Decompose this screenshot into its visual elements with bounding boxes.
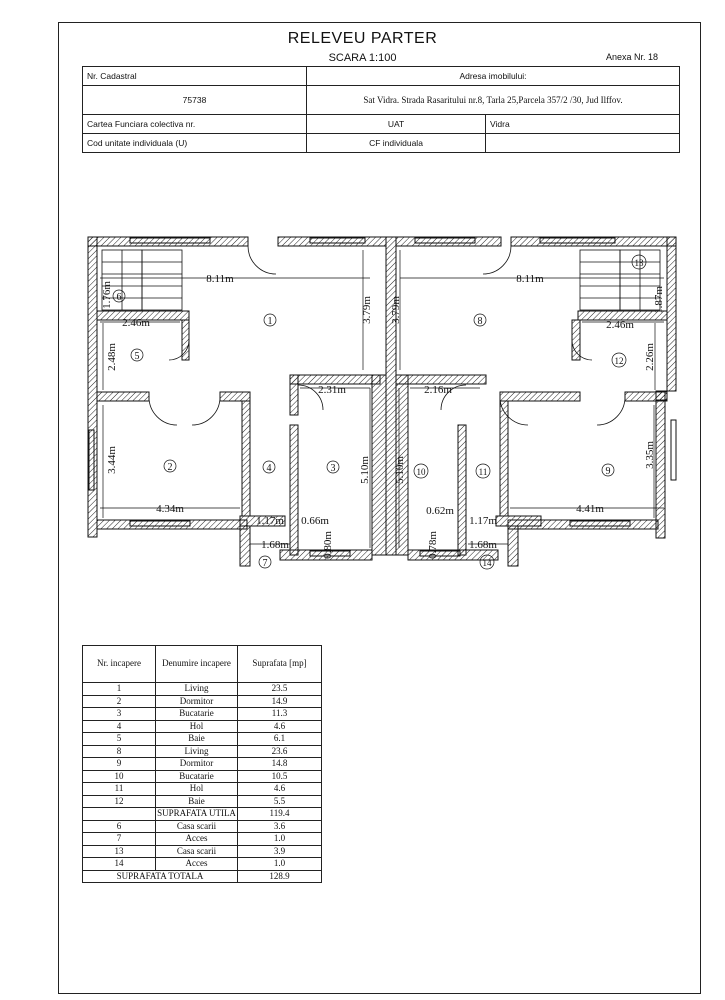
dim-stair-left: 1.76m	[101, 281, 113, 309]
room-number: 11	[478, 467, 488, 477]
useful-area-row: SUPRAFATA UTILA 119.4	[83, 808, 322, 821]
total-area-row: SUPRAFATA TOTALA 128.9	[83, 870, 322, 883]
dim-bed-right-h: 3.35m	[644, 441, 656, 469]
dim-w-right: 8.11m	[516, 273, 544, 285]
page-title: RELEVEU PARTER	[287, 30, 438, 47]
table-row: 4 Hol 4.6	[83, 720, 322, 733]
room-number: 10	[416, 467, 426, 477]
col-header-area: Suprafata [mp]	[238, 646, 322, 683]
cadastral-label: Nr. Cadastral	[83, 67, 307, 86]
room-number: 5	[134, 351, 140, 362]
cf-individual-label: CF individuala	[307, 134, 486, 153]
info-table	[82, 66, 680, 153]
room-number: 14	[482, 558, 492, 568]
room-number: 2	[167, 462, 173, 473]
dim-w-left: 8.11m	[206, 273, 234, 285]
dim-liv-right-h: 3.79m	[390, 296, 402, 324]
dim-liv-left-h: 3.79m	[361, 296, 373, 324]
cf-label: Cartea Funciara colectiva nr.	[83, 115, 307, 134]
room-number: 13	[634, 258, 644, 268]
room-number: 6	[116, 292, 122, 303]
dim-hall-left-h: 5.10m	[359, 456, 371, 484]
dim-bath-right-w: 2.46m	[606, 319, 634, 331]
table-row: 11 Hol 4.6	[83, 783, 322, 796]
dim-bed-left-h: 3.44m	[106, 446, 118, 474]
table-row: 14 Acces 1.0	[83, 858, 322, 871]
dim-ent-right-a: 0.62m	[426, 505, 454, 517]
table-row: 13 Casa scarii 3.9	[83, 845, 322, 858]
dim-bed-right-w: 4.41m	[576, 503, 604, 515]
uat-value: Vidra	[486, 115, 680, 134]
dim-ent-right-b: 1.17m	[469, 515, 497, 527]
room-number: 3	[330, 463, 336, 474]
table-row: 9 Dormitor 14.8	[83, 758, 322, 771]
room-number: 4	[266, 463, 272, 474]
dim-ent-left-c: 1.68m	[261, 539, 289, 551]
dim-bath-left-w: 2.46m	[122, 317, 150, 329]
table-row: 6 Casa scarii 3.6	[83, 820, 322, 833]
table-row: 1 Living 23.5	[83, 683, 322, 696]
floor-plan	[70, 220, 690, 580]
dim-bath-left-h: 2.48m	[106, 343, 118, 371]
staircases	[102, 250, 660, 310]
room-number: 8	[477, 316, 483, 327]
table-row: 8 Living 23.6	[83, 745, 322, 758]
unit-label: Cod unitate individuala (U)	[83, 134, 307, 153]
col-header-nr: Nr. incapere	[83, 646, 156, 683]
dim-ent-left-b: 0.66m	[301, 515, 329, 527]
table-row: 5 Baie 6.1	[83, 733, 322, 746]
room-number: 12	[614, 356, 624, 366]
dim-hall-right-w: 2.16m	[424, 384, 452, 396]
room-number: 1	[267, 316, 273, 327]
table-row: 7 Acces 1.0	[83, 833, 322, 846]
dim-bath-right-h: 2.26m	[644, 343, 656, 371]
table-row: 3 Bucatarie 11.3	[83, 708, 322, 721]
dim-ent-left-d: 0.80m	[322, 531, 334, 559]
room-number: 9	[605, 466, 611, 477]
room-number: 7	[262, 558, 268, 569]
cadastral-value: 75738	[83, 86, 307, 115]
uat-label: UAT	[307, 115, 486, 134]
scale-label: SCARA 1:100	[328, 52, 397, 64]
dim-ent-right-c: 1.68m	[469, 539, 497, 551]
rooms-table	[82, 645, 322, 883]
dim-hall-right-h: 5.10m	[394, 456, 406, 484]
dim-hall-left-w: 2.31m	[318, 384, 346, 396]
address-value: Sat Vidra. Strada Rasaritului nr.8, Tarla 25,Parcela 357/2 /30, Jud Ilffov.	[307, 86, 680, 115]
col-header-name: Denumire incapere	[156, 646, 238, 683]
dim-bed-left-w: 4.34m	[156, 503, 184, 515]
annex-label: Anexa Nr. 18	[606, 52, 659, 62]
table-row: 2 Dormitor 14.9	[83, 695, 322, 708]
dim-stair-right: 1.87m	[653, 286, 665, 314]
table-row: 10 Bucatarie 10.5	[83, 770, 322, 783]
dim-ent-right-d: 0.78m	[427, 531, 439, 559]
address-label: Adresa imobilului:	[307, 67, 680, 86]
dim-ent-left-a: 1.17m	[256, 515, 284, 527]
cf-individual-value	[486, 134, 680, 153]
table-row: 12 Baie 5.5	[83, 795, 322, 808]
